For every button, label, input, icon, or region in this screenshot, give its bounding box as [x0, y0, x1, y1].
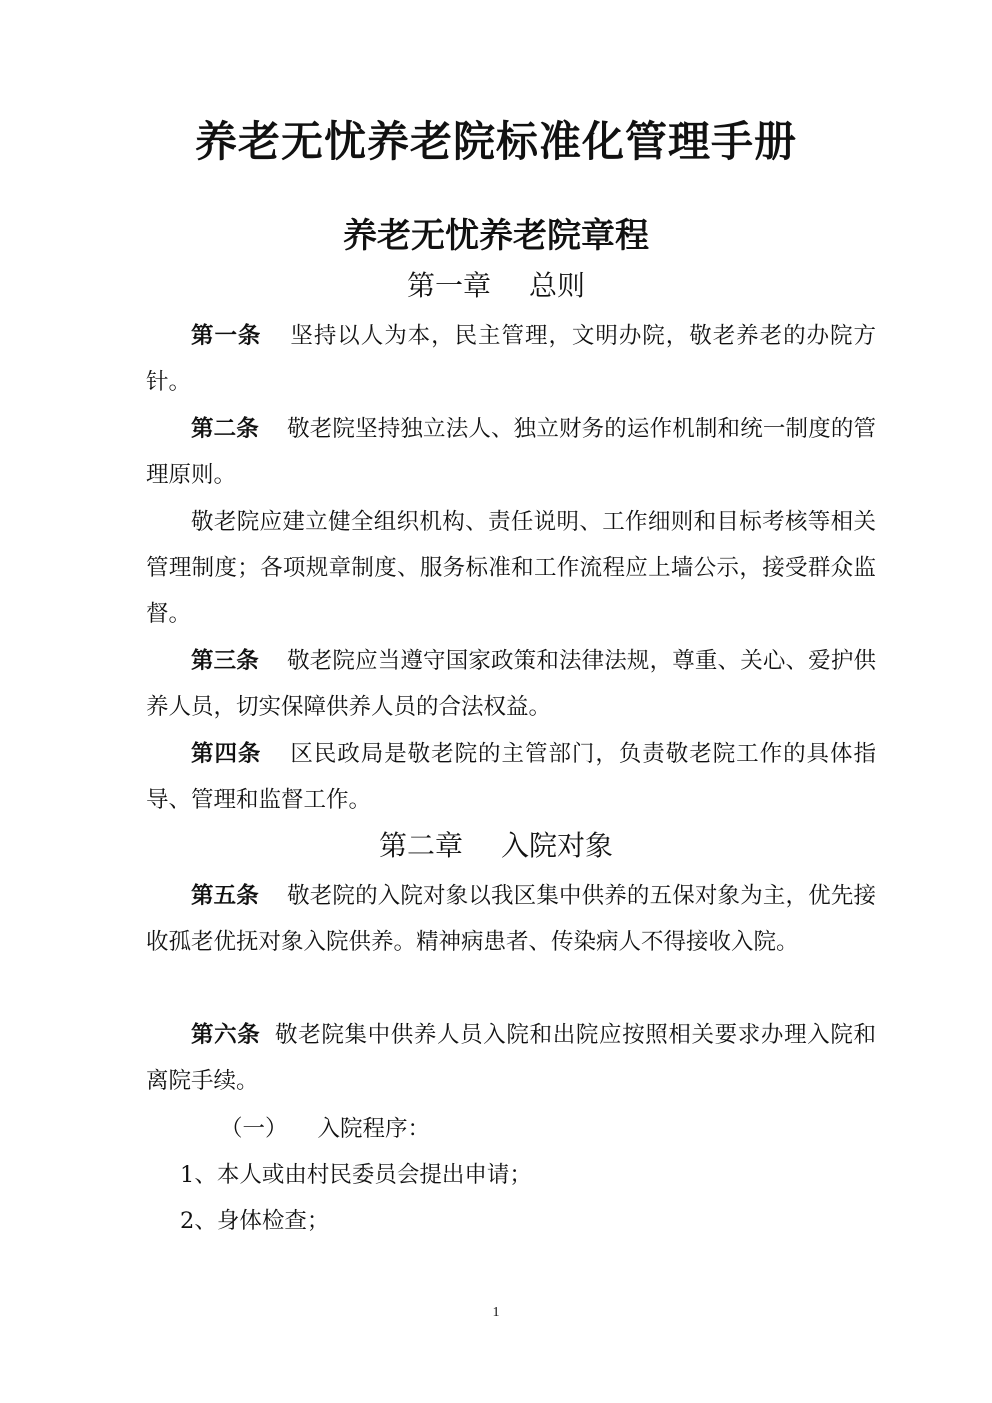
article-2 [146, 406, 876, 498]
article-4 [146, 731, 876, 823]
article-3-text: 敬老院应当遵守国家政策和法律法规，尊重、关心、爱护供养人员，切实保障供养人员的合法权益。 [146, 648, 876, 720]
charter-title: 养老无忧养老院章程 [343, 216, 649, 256]
subsection-label: （一） [220, 1116, 288, 1142]
admission-procedure-heading [220, 1106, 950, 1152]
article-2-continuation [146, 499, 876, 637]
article-5-label: 第五条 [191, 883, 259, 909]
chapter-1-number: 第一章 [406, 269, 491, 302]
article-2-continuation-text: 敬老院应建立健全组织机构、责任说明、工作细则和目标考核等相关管理制度；各项规章制度、服务标准和工作流程应上墙公示，接受群众监督。 [146, 509, 876, 627]
article-5 [146, 873, 876, 965]
article-4-label: 第四条 [191, 741, 262, 767]
chapter-2-name: 入院对象 [501, 829, 614, 862]
chapter-2-number: 第二章 [378, 829, 463, 862]
page-number: 1 [492, 1305, 500, 1320]
article-5-text: 敬老院的入院对象以我区集中供养的五保对象为主，优先接收孤老优抚对象入院供养。精神病患者、传染病人不得接收入院。 [146, 883, 876, 955]
article-6 [146, 1012, 876, 1104]
article-1 [146, 313, 876, 405]
procedure-item-1: 1、本人或由村民委员会提出申请； [180, 1162, 532, 1188]
article-3 [146, 638, 876, 730]
document-title: 养老无忧养老院标准化管理手册 [194, 117, 797, 166]
article-3-label: 第三条 [191, 648, 259, 674]
article-2-text: 敬老院坚持独立法人、独立财务的运作机制和统一制度的管理原则。 [146, 416, 876, 488]
subsection-text: 入院程序： [317, 1116, 431, 1142]
chapter-1-name: 总则 [529, 269, 586, 302]
article-6-label: 第六条 [191, 1022, 261, 1048]
chapter-1-heading [0, 266, 992, 306]
article-1-text: 坚持以人为本，民主管理，文明办院，敬老养老的办院方针。 [146, 323, 876, 395]
article-2-label: 第二条 [191, 416, 259, 442]
procedure-item-2: 2、身体检查； [180, 1208, 330, 1234]
article-1-label: 第一条 [191, 323, 262, 349]
article-4-text: 区民政局是敬老院的主管部门，负责敬老院工作的具体指导、管理和监督工作。 [146, 741, 876, 813]
article-6-text: 敬老院集中供养人员入院和出院应按照相关要求办理入院和离院手续。 [146, 1022, 876, 1094]
chapter-2-heading [0, 826, 992, 866]
